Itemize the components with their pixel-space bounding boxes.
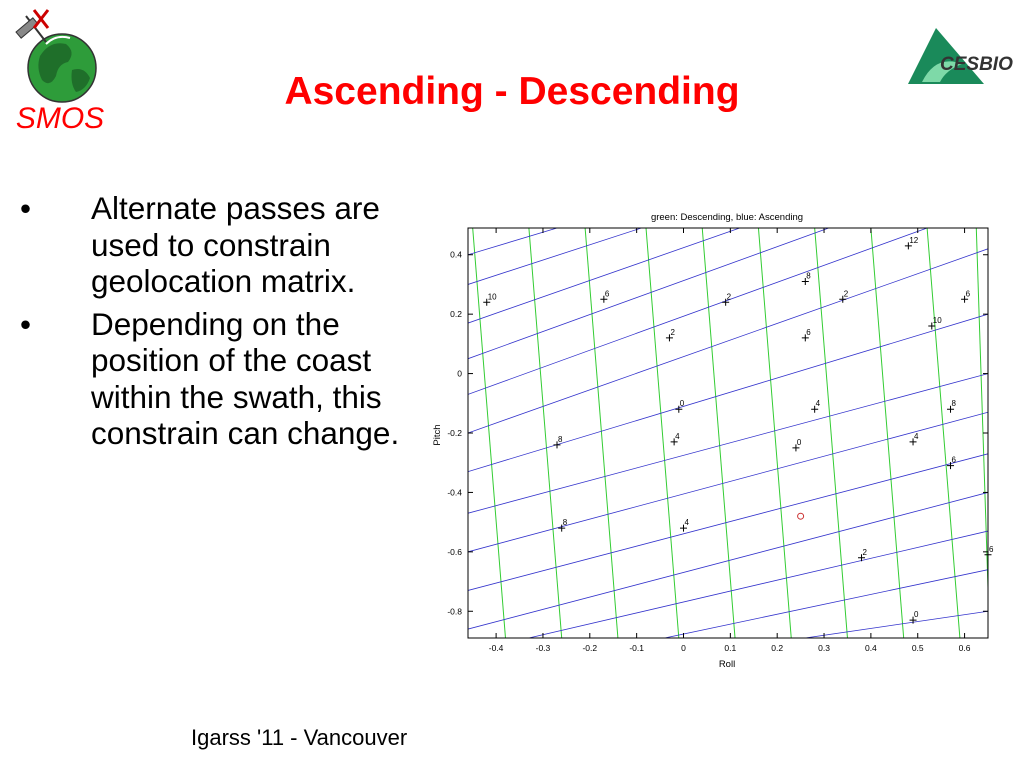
ascending-track-line [665, 570, 988, 638]
slide-title: Ascending - Descending [284, 70, 740, 113]
point-label: 10 [487, 292, 497, 302]
x-tick-label: -0.3 [535, 643, 551, 653]
slide-footer: Igarss '11 - Vancouver [191, 725, 408, 750]
y-tick-label: -0.6 [447, 546, 462, 557]
bullet-list [20, 190, 400, 458]
x-tick-label: -0.4 [488, 643, 504, 653]
y-tick-label: 0.4 [450, 249, 462, 260]
point-label: 2 [843, 289, 849, 299]
point-label: 2 [670, 327, 675, 337]
bullet-text: Alternate passes are used to constrain geolocation matrix. [91, 190, 380, 299]
point-label: 6 [951, 455, 956, 465]
ascending-track-line [468, 454, 988, 591]
x-tick-label: -0.2 [582, 643, 598, 653]
y-tick-label: 0.2 [450, 309, 462, 320]
point-label: 8 [806, 271, 811, 281]
ascending-track-line [468, 228, 641, 284]
plot-lines [468, 228, 988, 638]
cesbio-logo-text: CESBIO [940, 54, 1013, 75]
ascending-track-line [468, 492, 988, 629]
point-label: 4 [675, 431, 680, 441]
point-label: 12 [909, 235, 919, 245]
point-label: 4 [815, 399, 821, 409]
x-tick-label: 0.6 [958, 643, 971, 653]
point-label: 0 [796, 437, 802, 447]
point-label: 4 [684, 518, 689, 528]
x-tick-label: 0 [681, 643, 686, 653]
bullet-marker: • [20, 305, 32, 342]
descending-track-line [646, 228, 679, 638]
x-axis-label: Roll [718, 659, 736, 670]
point-label: 4 [914, 431, 919, 441]
bullet-text: Depending on the position of the coast within the swath, this constrain can change. [91, 305, 400, 451]
point-label: 6 [965, 289, 971, 299]
x-tick-label: 0.1 [724, 643, 737, 653]
y-tick-label: -0.8 [447, 606, 462, 617]
x-tick-label: 0.2 [771, 643, 784, 653]
point-label: 0 [679, 399, 685, 409]
point-label: 8 [562, 518, 568, 528]
point-label: 2 [726, 292, 732, 302]
descending-track-line [871, 228, 904, 638]
y-tick-label: -0.2 [447, 428, 462, 438]
y-tick-label: -0.4 [447, 487, 462, 498]
descending-track-line [702, 228, 735, 638]
point-label: 8 [951, 399, 956, 409]
chart-title: green: Descending, blue: Ascending [650, 212, 804, 223]
x-tick-label: -0.1 [629, 643, 644, 653]
descending-track-line [473, 228, 506, 638]
y-tick-label: 0 [457, 368, 462, 379]
ascending-track-line [468, 228, 829, 359]
descending-track-line [815, 228, 848, 638]
ascending-track-line [468, 249, 988, 433]
ascending-track-line [468, 228, 927, 394]
ascending-track-line [468, 228, 557, 255]
x-tick-label: 0.4 [864, 643, 877, 653]
descending-track-line [585, 228, 618, 638]
circle-marker [798, 513, 804, 519]
ascending-track-line [468, 314, 988, 471]
point-label: 6 [989, 544, 994, 554]
ascending-track-line [805, 611, 988, 638]
point-label: 2 [862, 547, 867, 557]
point-label: 6 [604, 289, 610, 299]
descending-track-line [758, 228, 791, 638]
bullet-marker: • [20, 190, 32, 226]
y-axis-label: Pitch [432, 424, 443, 446]
point-label: 10 [932, 316, 942, 326]
roll-pitch-chart [420, 205, 1000, 675]
bullet-item [20, 190, 400, 300]
smos-logo [6, 4, 110, 134]
bullet-item [20, 306, 400, 452]
x-tick-label: 0.3 [818, 643, 830, 653]
point-label: 8 [558, 434, 563, 444]
ascending-track-line [468, 412, 988, 552]
descending-track-line [529, 228, 562, 638]
smos-logo-text: SMOS [15, 102, 105, 134]
x-tick-label: 0.5 [911, 643, 924, 653]
point-label: 0 [914, 610, 919, 620]
point-label: 6 [806, 327, 811, 337]
